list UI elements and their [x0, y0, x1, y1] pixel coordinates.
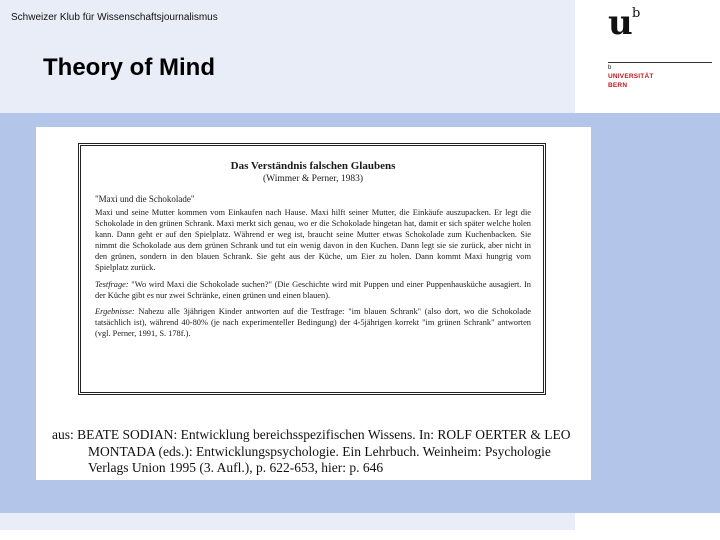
logo-divider	[608, 62, 712, 63]
citation	[52, 427, 582, 477]
results	[95, 306, 531, 339]
org-name: Schweizer Klub für Wissenschaftsjournalismus	[11, 12, 218, 23]
results-text: Nahezu alle 3jährigen Kinder antworten auf die Testfrage: "im blauen Schrank" (also dort, wo die Schokolade tatsächlich ist), während 40-80% (je nach experimenteller Bedingung) der 4-5jährigen korrekt "im grünen Schrank" antworten (vgl. Perner, 1991, S. 178f.).	[95, 306, 531, 338]
document-subtitle: (Wimmer & Perner, 1983)	[262, 174, 363, 184]
university-logo	[575, 0, 720, 113]
citation-line-2: MONTADA (eds.): Entwicklungspsychologie. Ein Lehrbuch. Weinheim: Psychologie	[88, 443, 551, 459]
test-text: "Wo wird Maxi die Schokolade suchen?" (Die Geschichte wird mit Puppen und einer Puppenhausküche ausagiert. In der Küche gibt es nur zwei Schränke, einen grünen und einen blauen).	[95, 279, 531, 300]
footer-band	[0, 513, 575, 530]
logo-line-2: BERN	[608, 82, 628, 89]
test-question	[95, 279, 531, 301]
results-label: Ergebnisse:	[95, 306, 135, 316]
logo-superscript-b: b	[632, 6, 641, 21]
header-band	[0, 0, 575, 113]
citation-line-1: aus: BEATE SODIAN: Entwicklung bereichsspezifischen Wissens. In: ROLF OERTER & LEO	[52, 427, 571, 442]
story-title: "Maxi und die Schokolade"	[95, 194, 195, 204]
logo-letter-u: u	[608, 3, 633, 43]
document-title: Das Verständnis falschen Glaubens	[230, 160, 396, 172]
scanned-document	[36, 127, 591, 480]
citation-line-3: Verlags Union 1995 (3. Aufl.), p. 622-653, hier: p. 646	[88, 460, 384, 475]
logo-small-b: b	[608, 65, 612, 71]
slide-title: Theory of Mind	[43, 54, 215, 81]
test-label: Testfrage:	[95, 279, 129, 289]
logo-line-1: UNIVERSITÄT	[608, 73, 654, 80]
story-text: Maxi und seine Mutter kommen vom Einkaufen nach Hause. Maxi hilft seiner Mutter, die Einkäufe auszupacken. Er legt die Schokolade in den grünen Schrank. Maxi merkt sich genau, wo er die Schokolade hingetan hat, damit er sich später welche holen kann. Dann geht er auf den Spielplatz. Während er weg ist, braucht seine Mutter etwas Schokolade zum Kuchenbacken. Sie nimmt die Schokolade aus dem grünen Schrank und tut ein wenig davon in den Kuchen. Dann legt sie sie zurück, aber nicht in den grünen, sondern in den blauen Schrank. Sie geht aus der Küche, um Eier zu holen. Dann kommt Maxi hungrig vom Spielplatz zurück.	[95, 208, 531, 273]
logo-wordmark	[608, 72, 654, 90]
document-frame	[78, 143, 546, 395]
